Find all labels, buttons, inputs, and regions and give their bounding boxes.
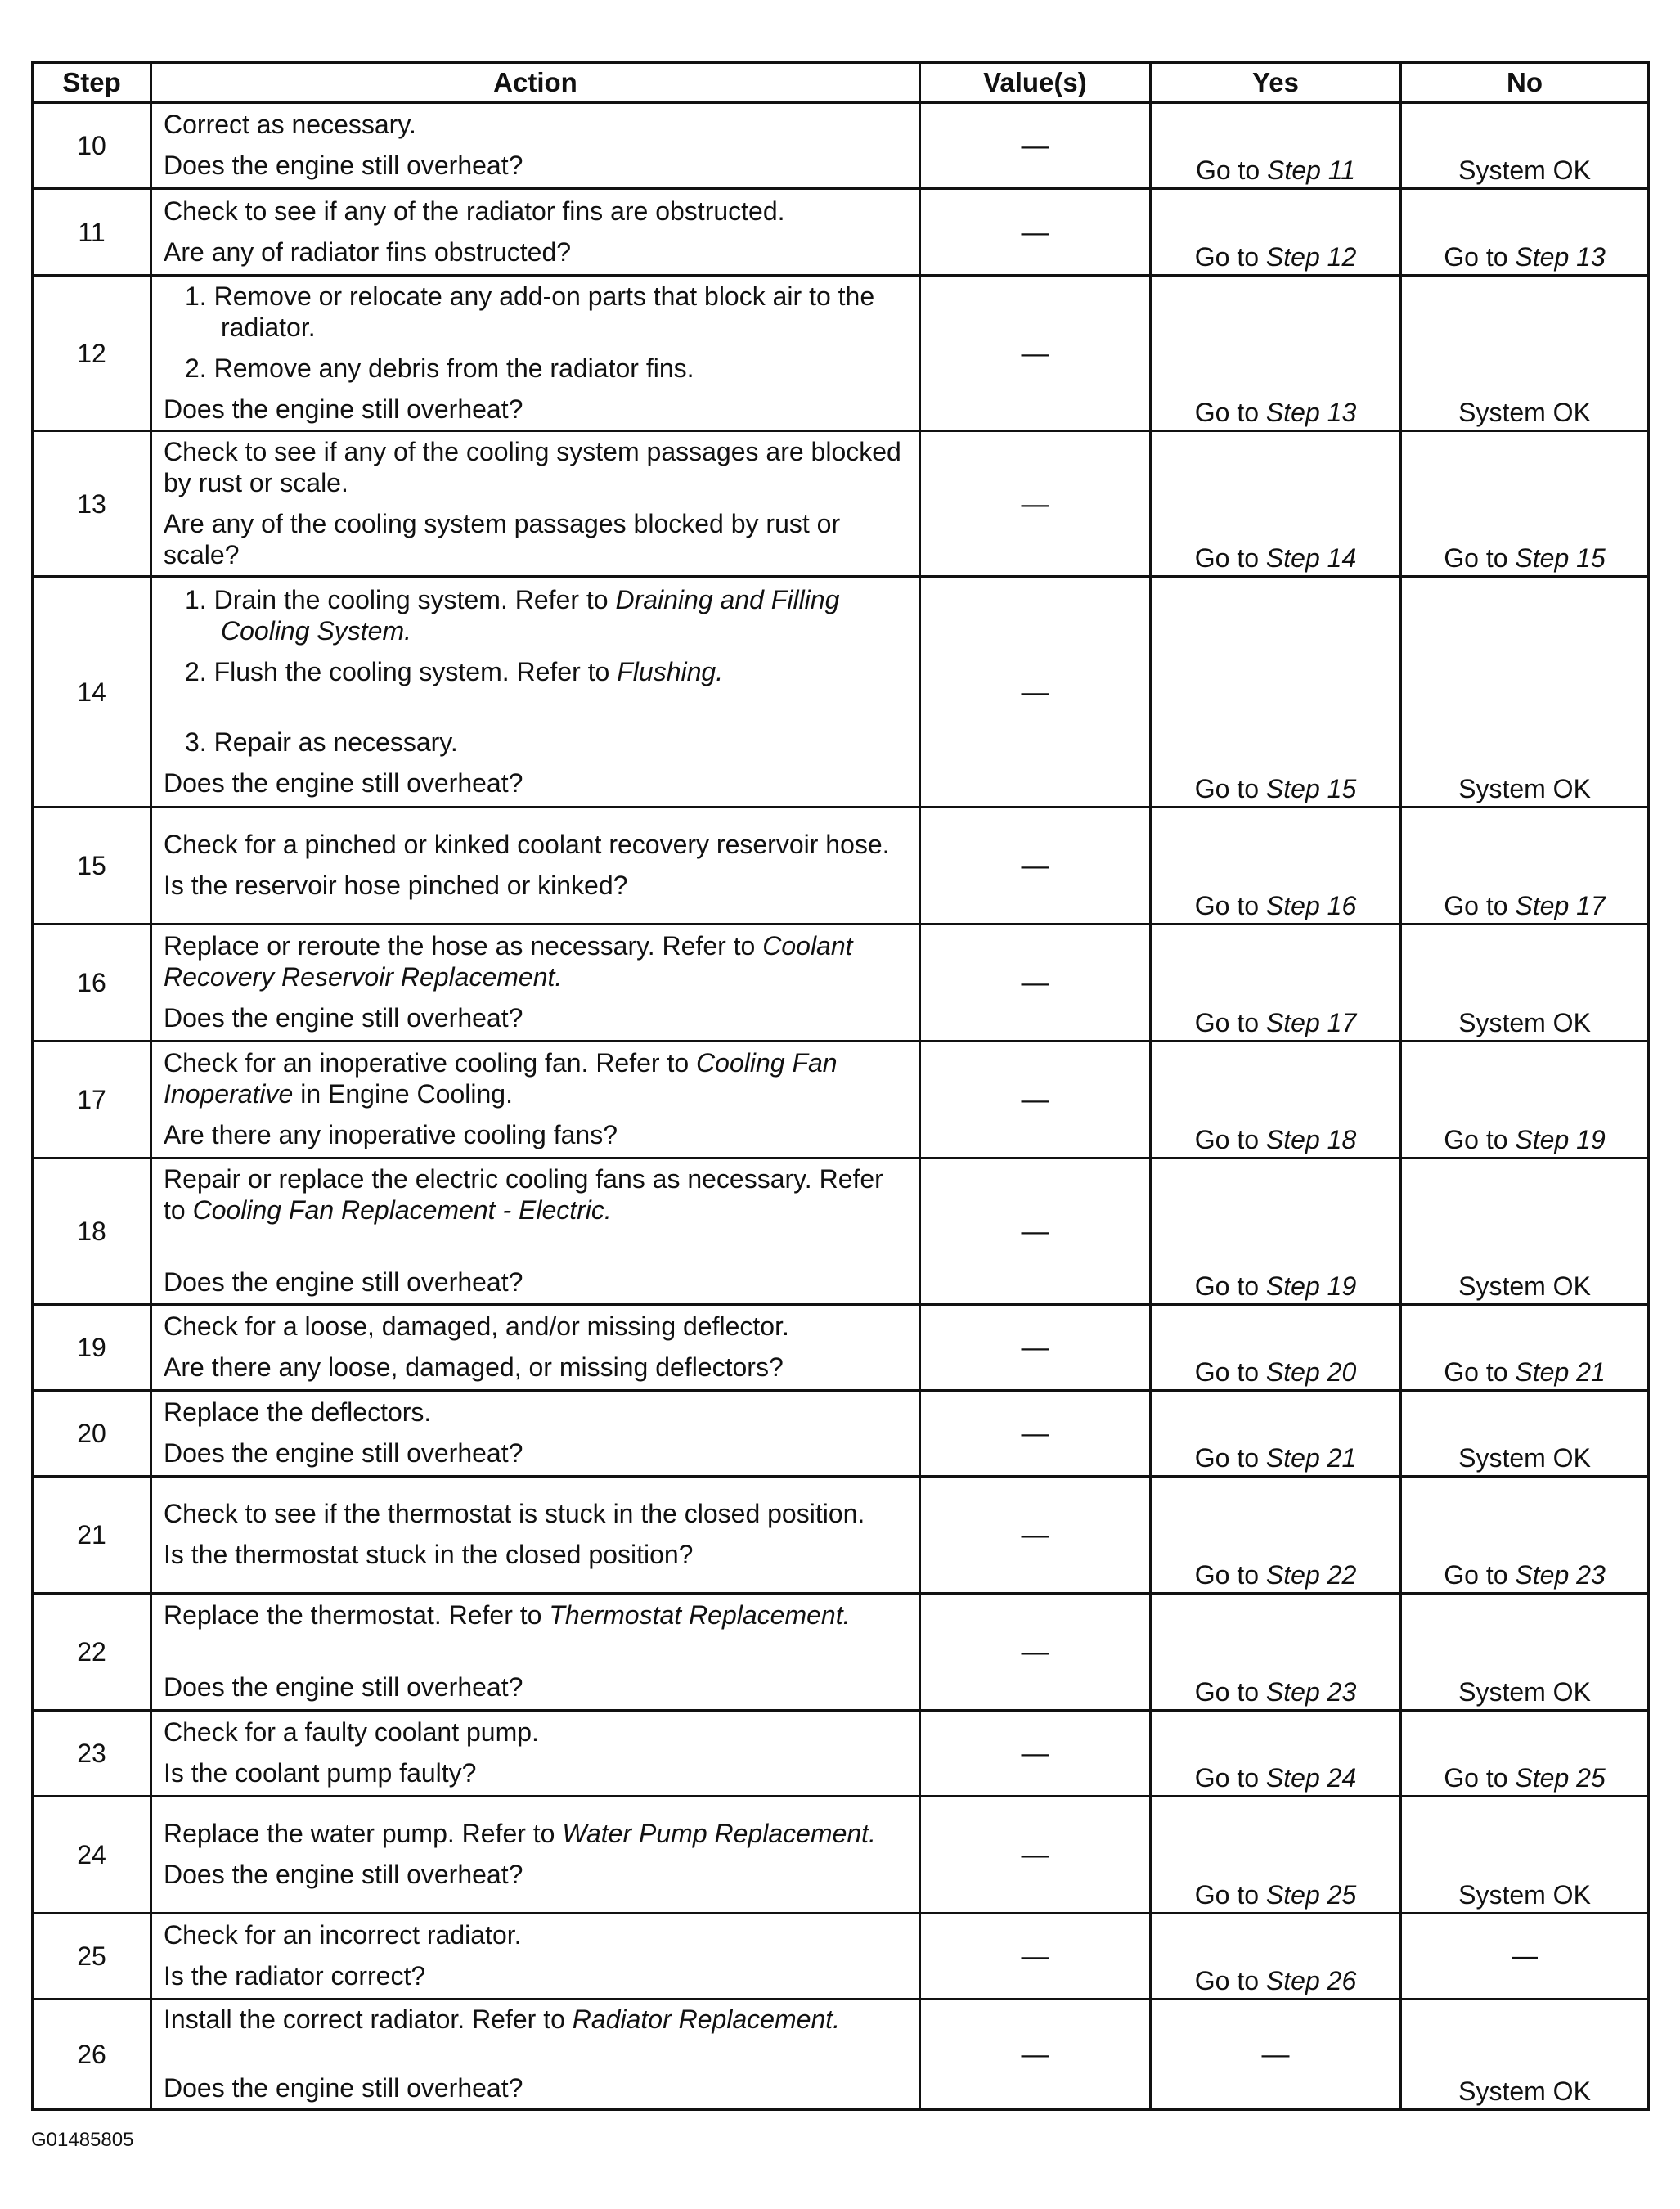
- numbered-item: [164, 584, 907, 646]
- step-word: Step: [1515, 1125, 1570, 1155]
- figure-code: G01485805: [31, 2129, 134, 2151]
- step-number: 18: [33, 1158, 151, 1304]
- goto-label: Go to: [1194, 1676, 1260, 1707]
- table-row: [33, 808, 1649, 925]
- no-cell: System OK: [1401, 1593, 1649, 1710]
- step-ref-number: 25: [1327, 1879, 1357, 1910]
- no-cell: System OK: [1401, 276, 1649, 431]
- no-cell: System OK: [1401, 1796, 1649, 1913]
- action-text: [164, 1047, 907, 1109]
- value-cell: —: [920, 431, 1151, 577]
- action-text-part: Install the correct radiator. Refer to: [164, 2004, 565, 2034]
- value-cell: —: [920, 1476, 1151, 1593]
- action-cell: [151, 1710, 920, 1796]
- step-ref: [1267, 155, 1355, 185]
- numbered-item: [164, 656, 907, 687]
- reference-link: Cooling Fan Replacement - Electric.: [192, 1194, 612, 1225]
- numbered-item: 1. Remove or relocate any add-on parts that block air to the radiator.: [185, 281, 875, 342]
- step-number: 20: [33, 1390, 151, 1476]
- goto-label: Go to: [1194, 774, 1260, 804]
- action-question: Does the engine still overheat?: [164, 1003, 523, 1033]
- no-cell: [1401, 1476, 1649, 1593]
- step-word: Step: [1515, 1559, 1570, 1590]
- action-question: Are any of radiator fins obstructed?: [164, 236, 572, 267]
- reference-link: Draining and Filling Cooling System.: [221, 584, 840, 646]
- step-ref-number: 19: [1327, 1271, 1357, 1301]
- value-cell: —: [920, 925, 1151, 1042]
- action-text: Correct as necessary.: [164, 110, 416, 140]
- numbered-text: 2. Flush the cooling system. Refer to: [185, 656, 610, 686]
- yes-cell: [1151, 1710, 1401, 1796]
- value-cell: —: [920, 1042, 1151, 1158]
- goto-label: Go to: [1194, 1879, 1260, 1910]
- goto-label: Go to: [1444, 543, 1508, 574]
- action-question: Are there any inoperative cooling fans?: [164, 1120, 618, 1150]
- action-text-part: Repair or replace the electric cooling fans as necessary. Refer to: [164, 1163, 883, 1225]
- action-question: Are any of the cooling system passages blocked by rust or scale?: [164, 508, 841, 569]
- table-row: [33, 103, 1649, 189]
- value-cell: —: [920, 1796, 1151, 1913]
- goto-label: Go to: [1194, 1125, 1260, 1155]
- action-cell: [151, 925, 920, 1042]
- action-cell: [151, 189, 920, 276]
- value-cell: —: [920, 1710, 1151, 1796]
- step-ref-number: 12: [1327, 242, 1357, 272]
- no-cell: System OK: [1401, 1999, 1649, 2109]
- step-word: Step: [1265, 1965, 1320, 1995]
- value-cell: —: [920, 1158, 1151, 1304]
- header-value: Value(s): [920, 63, 1151, 103]
- step-number: 15: [33, 808, 151, 925]
- step-ref-number: 15: [1576, 543, 1606, 574]
- goto-label: Go to: [1194, 1442, 1260, 1473]
- yes-cell: [1151, 1158, 1401, 1304]
- table-row: [33, 431, 1649, 577]
- step-number: 12: [33, 276, 151, 431]
- value-cell: —: [920, 808, 1151, 925]
- value-cell: —: [920, 1913, 1151, 1999]
- step-ref-number: 15: [1327, 774, 1357, 804]
- step-word: Step: [1265, 774, 1320, 804]
- table-row: [33, 577, 1649, 808]
- step-number: 26: [33, 1999, 151, 2109]
- action-text: [164, 1818, 907, 1849]
- goto-label: Go to: [1194, 1356, 1260, 1387]
- step-ref-number: 23: [1576, 1559, 1606, 1590]
- action-question: Does the engine still overheat?: [164, 767, 523, 798]
- step-ref-number: 17: [1576, 891, 1606, 921]
- numbered-item: 3. Repair as necessary.: [185, 727, 458, 757]
- action-text-tail: in Engine Cooling.: [300, 1079, 513, 1109]
- action-text-part: Replace or reroute the hose as necessary. Refer to: [164, 931, 756, 961]
- no-cell: [1401, 189, 1649, 276]
- action-cell: [151, 1593, 920, 1710]
- no-cell: [1401, 1042, 1649, 1158]
- no-cell: [1401, 1304, 1649, 1390]
- step-ref-number: 11: [1327, 155, 1356, 186]
- step-ref-number: 26: [1327, 1965, 1357, 1995]
- reference-link: Flushing.: [617, 656, 724, 686]
- step-ref-number: 14: [1327, 543, 1357, 574]
- no-cell: System OK: [1401, 577, 1649, 808]
- value-cell: —: [920, 577, 1151, 808]
- step-number: 21: [33, 1476, 151, 1593]
- action-cell: [151, 431, 920, 577]
- yes-cell: [1151, 1913, 1401, 1999]
- action-text: Replace the deflectors.: [164, 1397, 432, 1427]
- step-ref-number: 24: [1327, 1762, 1357, 1793]
- step-word: Step: [1265, 891, 1320, 921]
- table-row: [33, 925, 1649, 1042]
- action-cell: [151, 1913, 920, 1999]
- value-cell: —: [920, 103, 1151, 189]
- action-cell: [151, 103, 920, 189]
- step-number: 13: [33, 431, 151, 577]
- step-ref-number: 13: [1576, 242, 1606, 272]
- step-ref-number: 21: [1327, 1442, 1357, 1473]
- step-number: 25: [33, 1913, 151, 1999]
- step-ref-number: 17: [1327, 1008, 1357, 1038]
- step-word: Step: [1515, 1762, 1570, 1793]
- goto-label: Go to: [1444, 1356, 1508, 1387]
- step-word: Step: [1265, 1125, 1320, 1155]
- step-word: Step: [1515, 1356, 1570, 1387]
- value-cell: —: [920, 189, 1151, 276]
- step-number: 24: [33, 1796, 151, 1913]
- yes-cell: [1151, 189, 1401, 276]
- no-cell: [1401, 431, 1649, 577]
- no-cell: —: [1401, 1913, 1649, 1999]
- action-question: Does the engine still overheat?: [164, 1671, 523, 1702]
- action-text-part: Replace the thermostat. Refer to: [164, 1599, 542, 1630]
- action-question: Is the coolant pump faulty?: [164, 1757, 477, 1788]
- step-word: Step: [1515, 242, 1570, 272]
- step-ref-number: 25: [1576, 1762, 1606, 1793]
- action-text: Check for a pinched or kinked coolant recovery reservoir hose.: [164, 830, 890, 860]
- step-word: Step: [1267, 155, 1321, 186]
- step-ref-number: 19: [1576, 1125, 1606, 1155]
- action-cell: [151, 1304, 920, 1390]
- table-row: [33, 1913, 1649, 1999]
- step-word: Step: [1265, 1879, 1320, 1910]
- no-cell: System OK: [1401, 103, 1649, 189]
- goto-label: Go to: [1194, 1762, 1260, 1793]
- table-row: [33, 1476, 1649, 1593]
- table-row: [33, 1158, 1649, 1304]
- action-cell: [151, 1390, 920, 1476]
- action-text: Check for a faulty coolant pump.: [164, 1716, 539, 1747]
- table-row: [33, 1796, 1649, 1913]
- action-question: Does the engine still overheat?: [164, 394, 523, 424]
- step-number: 16: [33, 925, 151, 1042]
- yes-cell: [1151, 577, 1401, 808]
- action-text-part: Replace the water pump. Refer to: [164, 1818, 555, 1848]
- step-ref-number: 23: [1327, 1676, 1357, 1707]
- action-question: Is the thermostat stuck in the closed position?: [164, 1539, 694, 1569]
- action-cell: [151, 1999, 920, 2109]
- header-action: Action: [151, 63, 920, 103]
- value-cell: —: [920, 1593, 1151, 1710]
- step-word: Step: [1265, 242, 1320, 272]
- goto-label: Go to: [1194, 1008, 1260, 1038]
- step-word: Step: [1515, 543, 1570, 574]
- goto-label: Go to: [1194, 1271, 1260, 1301]
- step-word: Step: [1265, 398, 1320, 428]
- table-row: [33, 276, 1649, 431]
- numbered-text: 1. Drain the cooling system. Refer to: [185, 584, 609, 614]
- goto-label: Go to: [1444, 891, 1508, 921]
- action-text: Check to see if any of the radiator fins are obstructed.: [164, 196, 785, 226]
- table-row: [33, 1304, 1649, 1390]
- goto-label: Go to: [1444, 1762, 1508, 1793]
- step-word: Step: [1265, 1442, 1320, 1473]
- goto-label: Go to: [1444, 1559, 1508, 1590]
- table-row: [33, 1593, 1649, 1710]
- action-question: Does the engine still overheat?: [164, 1859, 523, 1889]
- reference-link: Water Pump Replacement.: [562, 1818, 876, 1848]
- goto-label: Go to: [1194, 398, 1260, 428]
- action-text-part: Check for an inoperative cooling fan. Refer to: [164, 1048, 690, 1078]
- goto-label: Go to: [1194, 543, 1260, 574]
- table-row: [33, 1390, 1649, 1476]
- action-cell: [151, 577, 920, 808]
- no-cell: System OK: [1401, 1158, 1649, 1304]
- action-question: Does the engine still overheat?: [164, 151, 523, 181]
- goto-label: Go to: [1194, 1965, 1260, 1995]
- action-text: [164, 930, 907, 992]
- yes-cell: [1151, 1304, 1401, 1390]
- action-question: Does the engine still overheat?: [164, 1266, 523, 1297]
- step-word: Step: [1265, 1008, 1320, 1038]
- header-step: Step: [33, 63, 151, 103]
- value-cell: —: [920, 1390, 1151, 1476]
- header-row: [33, 63, 1649, 103]
- step-ref-number: 13: [1327, 398, 1357, 428]
- step-word: Step: [1515, 891, 1570, 921]
- action-text: [164, 2004, 907, 2035]
- yes-cell: —: [1151, 1999, 1401, 2109]
- action-text: [164, 1599, 907, 1631]
- table-row: [33, 189, 1649, 276]
- step-number: 23: [33, 1710, 151, 1796]
- step-word: Step: [1265, 1271, 1320, 1301]
- step-word: Step: [1265, 1762, 1320, 1793]
- diagnostic-table: [31, 61, 1650, 2111]
- no-cell: [1401, 808, 1649, 925]
- yes-cell: [1151, 1796, 1401, 1913]
- yes-cell: [1151, 103, 1401, 189]
- step-ref-number: 20: [1327, 1356, 1357, 1387]
- step-word: Step: [1265, 1356, 1320, 1387]
- table-row: [33, 1042, 1649, 1158]
- reference-link: Cooling Fan Inoperative: [164, 1048, 838, 1109]
- value-cell: —: [920, 1999, 1151, 2109]
- action-cell: [151, 808, 920, 925]
- value-cell: —: [920, 276, 1151, 431]
- yes-cell: [1151, 1042, 1401, 1158]
- yes-cell: [1151, 925, 1401, 1042]
- action-text: Check for a loose, damaged, and/or missing deflector.: [164, 1311, 789, 1341]
- step-ref-number: 21: [1576, 1356, 1606, 1387]
- no-cell: System OK: [1401, 925, 1649, 1042]
- goto-label: Go to: [1444, 1125, 1508, 1155]
- step-word: Step: [1265, 1676, 1320, 1707]
- reference-link: Radiator Replacement.: [572, 2004, 841, 2034]
- table-row: [33, 1999, 1649, 2109]
- yes-cell: [1151, 1476, 1401, 1593]
- step-number: 19: [33, 1304, 151, 1390]
- goto-label: Go to: [1194, 242, 1260, 272]
- action-cell: [151, 1476, 920, 1593]
- yes-cell: [1151, 276, 1401, 431]
- step-number: 10: [33, 103, 151, 189]
- header-no: No: [1401, 63, 1649, 103]
- action-text: Check to see if any of the cooling system passages are blocked by rust or scale.: [164, 436, 901, 497]
- goto-label: Go to: [1194, 1559, 1260, 1590]
- step-number: 22: [33, 1593, 151, 1710]
- reference-link: Coolant Recovery Reservoir Replacement.: [164, 931, 853, 992]
- action-cell: [151, 1158, 920, 1304]
- numbered-item: 2. Remove any debris from the radiator fins.: [185, 353, 694, 383]
- action-cell: [151, 1042, 920, 1158]
- yes-cell: [1151, 808, 1401, 925]
- goto-label: Go to: [1194, 891, 1260, 921]
- step-ref-number: 22: [1327, 1559, 1357, 1590]
- step-word: Step: [1265, 543, 1320, 574]
- yes-cell: [1151, 431, 1401, 577]
- action-question: Is the reservoir hose pinched or kinked?: [164, 871, 628, 901]
- goto-label: Go to: [1195, 155, 1260, 186]
- yes-cell: [1151, 1390, 1401, 1476]
- no-cell: [1401, 1710, 1649, 1796]
- value-cell: —: [920, 1304, 1151, 1390]
- action-text: [164, 1163, 907, 1226]
- action-text: Check for an incorrect radiator.: [164, 1919, 522, 1950]
- action-cell: [151, 1796, 920, 1913]
- step-ref-number: 16: [1327, 891, 1357, 921]
- action-question: Is the radiator correct?: [164, 1960, 426, 1991]
- action-text: Check to see if the thermostat is stuck in the closed position.: [164, 1498, 865, 1528]
- reference-link: Thermostat Replacement.: [549, 1599, 851, 1630]
- action-question: Does the engine still overheat?: [164, 1437, 523, 1468]
- step-ref-number: 18: [1327, 1125, 1357, 1155]
- step-number: 14: [33, 577, 151, 808]
- goto-label: Go to: [1444, 242, 1508, 272]
- step-number: 11: [33, 189, 151, 276]
- yes-cell: [1151, 1593, 1401, 1710]
- table-row: [33, 1710, 1649, 1796]
- action-question: Does the engine still overheat?: [164, 2072, 523, 2103]
- no-cell: System OK: [1401, 1390, 1649, 1476]
- step-word: Step: [1265, 1559, 1320, 1590]
- step-number: 17: [33, 1042, 151, 1158]
- action-cell: [151, 276, 920, 431]
- action-question: Are there any loose, damaged, or missing deflectors?: [164, 1352, 784, 1382]
- header-yes: Yes: [1151, 63, 1401, 103]
